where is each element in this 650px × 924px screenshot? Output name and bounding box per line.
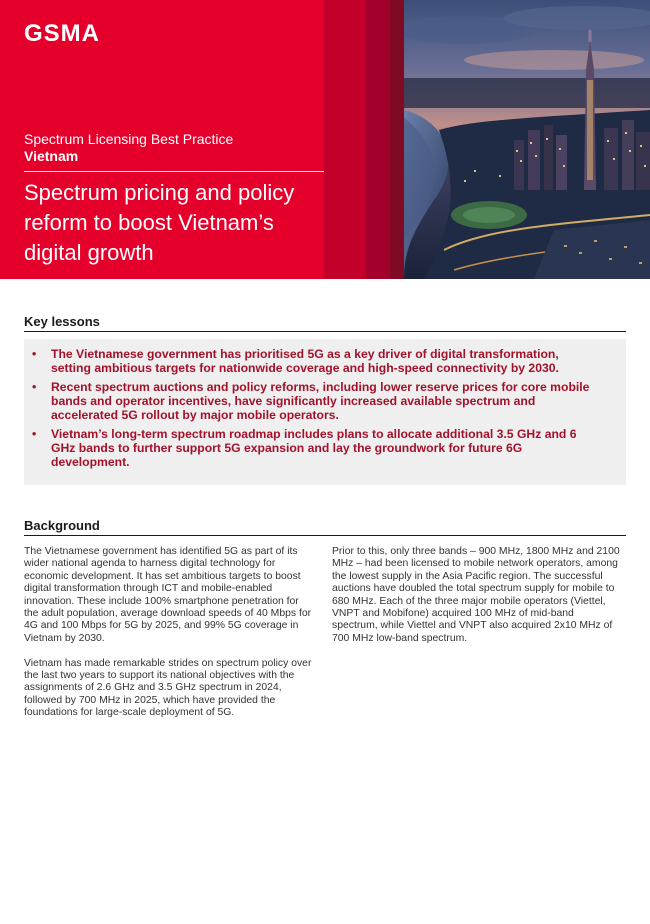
background-rule (24, 535, 626, 536)
key-lessons-rule (24, 331, 626, 332)
header-stripe (390, 0, 404, 279)
background-column-left (24, 546, 314, 732)
country-label: Vietnam (24, 148, 79, 164)
bullet-icon: • (32, 347, 37, 361)
header-stripe (324, 0, 366, 279)
header-stripe (366, 0, 390, 279)
paragraph: The Vietnamese government has identified 5G as part of its wider national agenda to harness digital technology for economic development. It has set ambitious targets to boost digital transformation through ICT and mobile-enabled innovation. These include 100% smartphone penetration for the adult population, average download speeds of 40 Mbps for 4G and 100 Mbps for 5G by 2025, and 99% 5G coverage in Vietnam by 2030. (24, 546, 312, 644)
bullet-icon: • (32, 427, 37, 441)
lesson-text: The Vietnamese government has prioritised 5G as a key driver of digital transformation, setting ambitious targets for nationwide coverage and high-speed connectivity by 2030. (51, 347, 559, 375)
background-column-right (332, 546, 622, 658)
key-lessons-heading: Key lessons (24, 314, 100, 329)
list-item (32, 347, 602, 375)
key-lessons-box (24, 339, 626, 485)
lesson-text: Vietnam’s long-term spectrum roadmap includes plans to allocate additional 3.5 GHz and 6 GHz bands to further support 5G expansion and lay the groundwork for future 6G development. (51, 427, 577, 469)
gsma-logo: GSMA (24, 20, 100, 47)
city-skyline-photo (404, 0, 650, 279)
lesson-text: Recent spectrum auctions and policy reforms, including lower reserve prices for core mobile bands and operator incentives, have significantly increased available spectrum and accelerated 5G rollout by major mobile operators. (51, 380, 590, 422)
report-series-title: Spectrum Licensing Best Practice (24, 131, 234, 147)
cover-header (0, 0, 650, 279)
list-item (32, 427, 602, 469)
key-lessons-list (32, 347, 602, 469)
background-heading: Background (24, 518, 100, 533)
paragraph: Vietnam has made remarkable strides on spectrum policy over the last two years to support its national objectives with the assignments of 2.6 GHz and 3.5 GHz spectrum in 2024, followed by 700 MHz in 2025, which have provided the foundations for large-scale deployment of 5G. (24, 657, 312, 719)
header-divider (24, 171, 324, 172)
bullet-icon: • (32, 380, 37, 394)
list-item (32, 380, 602, 422)
paragraph: Prior to this, only three bands – 900 MHz, 1800 MHz and 2100 MHz – had been licensed to mobile network operators, among the lowest supply in the Asia Pacific region. The successful auctions have doubled the total spectrum supply for mobile to 680 MHz. Each of the three major mobile operators (Viettel, VNPT and Mobifone) acquired 100 MHz of mid-band spectrum, while Viettel and VNPT also acquired 2x10 MHz of 700 MHz low-band spectrum. (332, 546, 620, 644)
page-title: Spectrum pricing and policy reform to boost Vietnam’s digital growth (24, 180, 295, 265)
